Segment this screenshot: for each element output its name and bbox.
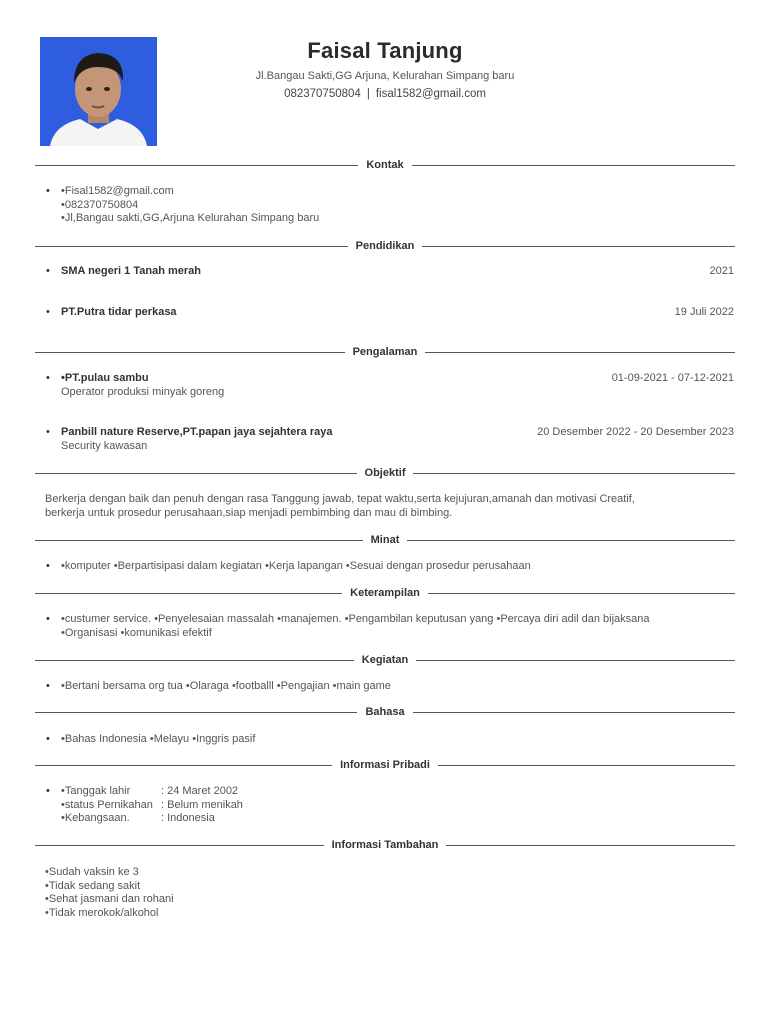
section-title-bahasa: Bahasa <box>365 706 405 718</box>
personal-info-label: •Tanggak lahir <box>61 785 131 797</box>
objective-line-1: Berkerja dengan baik dan penuh dengan rasa Tanggung jawab, tepat waktu,serta kejujuran,amanah dan motivasi Creatif, <box>45 493 635 505</box>
additional-info-item: •Tidak merokok/alkohol <box>45 906 159 919</box>
section-informasi-tambahan <box>35 838 735 852</box>
full-name: Faisal Tanjung <box>307 38 463 63</box>
experience-title: Panbill nature Reserve,PT.papan jaya sejahtera raya <box>61 426 333 438</box>
section-title-kegiatan: Kegiatan <box>361 654 409 666</box>
section-informasi-pribadi <box>35 758 735 772</box>
divider <box>422 246 735 247</box>
additional-info-item: •Sehat jasmani dan rohani <box>45 893 174 905</box>
divider <box>35 540 363 541</box>
divider <box>413 712 735 713</box>
header-address: Jl.Bangau Sakti,GG Arjuna, Kelurahan Simpang baru <box>255 70 515 82</box>
kontak-phone: •082370750804 <box>61 198 139 211</box>
divider <box>446 845 735 846</box>
section-title-pendidikan: Pendidikan <box>355 240 415 252</box>
divider <box>35 246 348 247</box>
experience-role: Security kawasan <box>61 439 148 452</box>
divider <box>35 593 342 594</box>
divider <box>425 352 735 353</box>
section-bahasa <box>35 705 735 719</box>
personal-info-row <box>61 785 734 799</box>
personal-info-value: : 24 Maret 2002 <box>161 785 239 797</box>
bullet: • <box>46 426 50 438</box>
objective-line-2: berkerja untuk prosedur perusahaan,siap menjadi pembimbing dan mau di bimbing. <box>45 506 453 519</box>
personal-info-list <box>46 785 734 826</box>
education-title: SMA negeri 1 Tanah merah <box>61 265 201 277</box>
section-kontak <box>35 158 735 172</box>
section-title-informasi-tambahan: Informasi Tambahan <box>331 839 439 851</box>
experience-role: Operator produksi minyak goreng <box>61 385 225 398</box>
bullet: • <box>46 560 50 572</box>
bullet: • <box>46 185 50 197</box>
education-date: 19 Juli 2022 <box>674 306 734 318</box>
experience-title: •PT.pulau sambu <box>61 372 149 384</box>
section-keterampilan <box>35 586 735 600</box>
header-separator: | <box>366 88 370 100</box>
bullet: • <box>46 613 50 625</box>
kontak-list <box>46 185 734 226</box>
divider <box>407 540 735 541</box>
resume-header <box>200 38 570 100</box>
section-title-objektif: Objektif <box>364 467 406 479</box>
bullet: • <box>46 265 50 277</box>
section-pengalaman <box>35 345 735 359</box>
section-title-keterampilan: Keterampilan <box>350 587 420 599</box>
experience-item <box>46 426 734 453</box>
profile-photo <box>40 37 157 146</box>
divider <box>413 473 735 474</box>
section-title-minat: Minat <box>370 534 400 546</box>
bullet: • <box>46 785 50 797</box>
divider <box>428 593 735 594</box>
bullet: • <box>46 306 50 318</box>
experience-date: 20 Desember 2022 - 20 Desember 2023 <box>537 426 734 438</box>
divider <box>416 660 735 661</box>
bullet: • <box>46 680 50 692</box>
activities-list <box>46 680 734 694</box>
experience-item <box>46 372 734 399</box>
education-title: PT.Putra tidar perkasa <box>61 306 177 318</box>
section-title-kontak: Kontak <box>366 159 404 171</box>
divider <box>35 765 332 766</box>
skills-line-1: •custumer service. •Penyelesaian massalah •manajemen. •Pengambilan keputusan yang •Percaya diri adil dan bijaksana <box>61 613 650 625</box>
divider <box>412 165 735 166</box>
personal-info-value: : Indonesia <box>161 812 215 824</box>
additional-info-list <box>45 866 735 920</box>
section-minat <box>35 533 735 547</box>
divider <box>35 352 345 353</box>
kontak-address: •Jl,Bangau sakti,GG,Arjuna Kelurahan Simpang baru <box>61 212 320 224</box>
languages-text: •Bahas Indonesia •Melayu •Inggris pasif <box>61 733 256 745</box>
header-phone: 082370750804 <box>284 88 361 100</box>
divider <box>35 473 357 474</box>
section-title-pengalaman: Pengalaman <box>352 346 418 358</box>
divider <box>35 845 324 846</box>
bullet: • <box>46 372 50 384</box>
divider <box>35 660 354 661</box>
interests-text: •komputer •Berpartisipasi dalam kegiatan •Kerja lapangan •Sesuai dengan prosedur perusahaan <box>61 560 531 572</box>
personal-info-label: •status Pernikahan <box>61 798 153 811</box>
skills-list <box>46 613 734 640</box>
experience-date: 01-09-2021 - 07-12-2021 <box>611 372 734 384</box>
objective-text <box>45 493 735 520</box>
divider <box>35 712 357 713</box>
header-email[interactable]: fisal1582@gmail.com <box>375 88 486 100</box>
education-date: 2021 <box>709 265 734 277</box>
personal-info-value: : Belum menikah <box>161 798 243 811</box>
activities-text: •Bertani bersama org tua •Olaraga •footballl •Pengajian •main game <box>61 680 391 692</box>
education-item <box>46 265 734 279</box>
personal-info-row <box>61 799 734 813</box>
personal-info-row <box>61 812 734 826</box>
section-objektif <box>35 466 735 480</box>
section-pendidikan <box>35 239 735 253</box>
interests-list <box>46 560 734 574</box>
section-kegiatan <box>35 653 735 667</box>
personal-info-label: •Kebangsaan. <box>61 812 130 824</box>
header-contact <box>200 88 570 100</box>
education-item <box>46 306 734 320</box>
kontak-email: •Fisal1582@gmail.com <box>61 185 174 197</box>
divider <box>438 765 735 766</box>
skills-line-2: •Organisasi •komunikasi efektif <box>61 626 212 639</box>
additional-info-item: •Sudah vaksin ke 3 <box>45 866 139 878</box>
additional-info-item: •Tidak sedang sakit <box>45 879 141 892</box>
section-title-informasi-pribadi: Informasi Pribadi <box>340 759 430 771</box>
divider <box>35 165 358 166</box>
bullet: • <box>46 733 50 745</box>
languages-list <box>46 733 734 747</box>
